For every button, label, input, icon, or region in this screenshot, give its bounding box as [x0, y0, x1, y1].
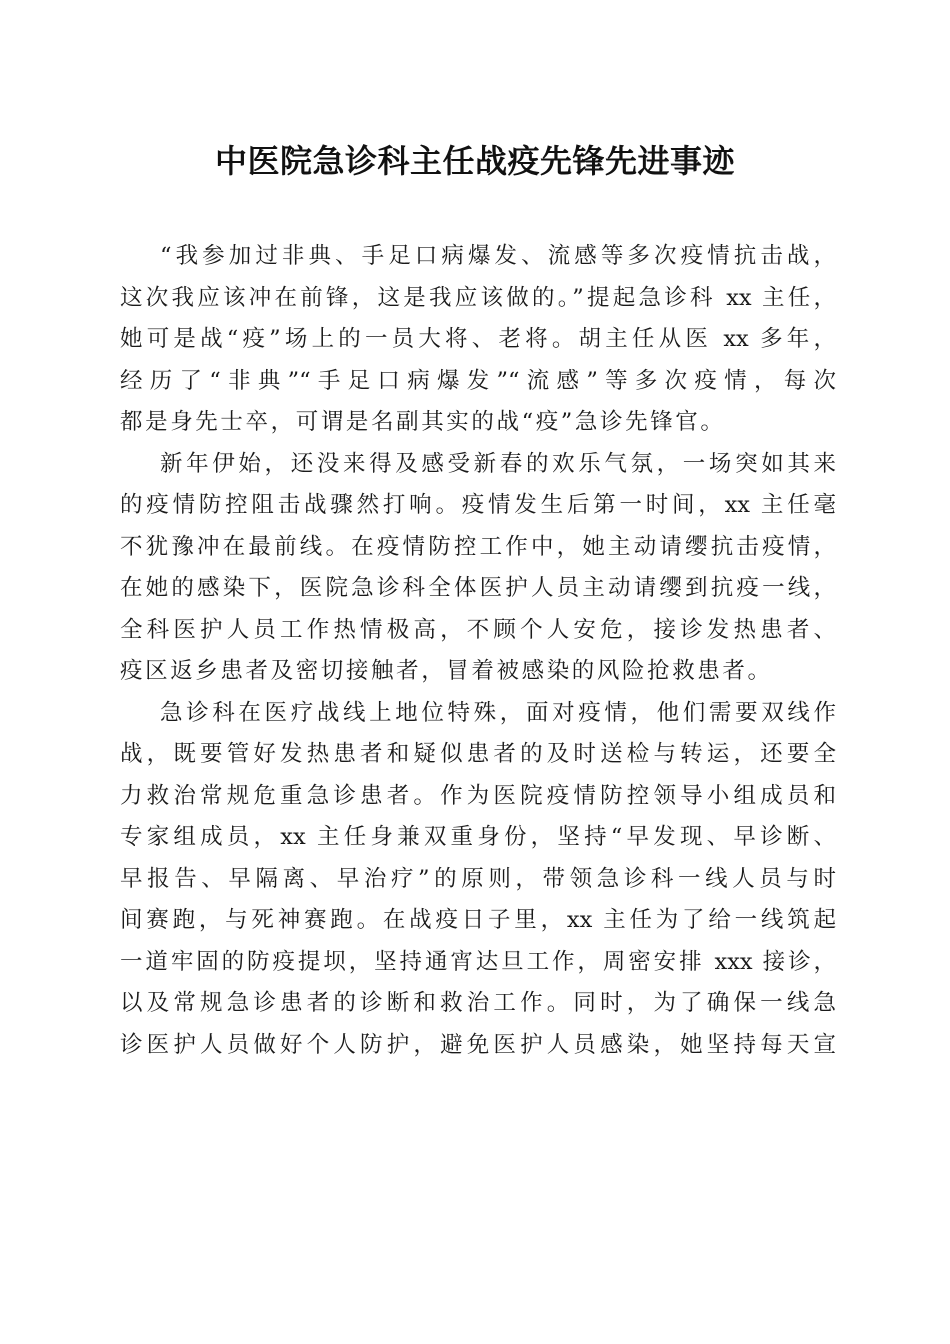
paragraph-line: 诊医护人员做好个人防护，避免医护人员感染，她坚持每天宣: [120, 1031, 836, 1058]
document-body: [120, 236, 836, 1066]
document-title: 中医院急诊科主任战疫先锋先进事迹: [214, 142, 735, 180]
paragraph-line: 以及常规急诊患者的诊断和救治工作。同时，为了确保一线急: [120, 990, 836, 1016]
paragraph-line: 间赛跑，与死神赛跑。在战疫日子里，xx 主任为了给一线筑起: [120, 907, 836, 933]
paragraph-line: 的疫情防控阻击战骤然打响。疫情发生后第一时间，xx 主任毫: [120, 492, 836, 518]
paragraph-line: 急诊科在医疗战线上地位特殊，面对疫情，他们需要双线作: [160, 699, 836, 726]
paragraph-line: 战，既要管好发热患者和疑似患者的及时送检与转运，还要全: [120, 741, 836, 767]
paragraph-line: 她可是战“疫”场上的一员大将、老将。胡主任从医 xx 多年，: [120, 326, 836, 352]
paragraph-line: 一道牢固的防疫提坝，坚持通宵达旦工作，周密安排 xxx 接诊，: [120, 948, 836, 975]
paragraph-line: “我参加过非典、手足口病爆发、流感等多次疫情抗击战，: [160, 243, 836, 269]
paragraph-line: 都是身先士卒，可谓是名副其实的战“疫”急诊先锋官。: [120, 409, 726, 435]
paragraph-line: 经历了“非典”“手足口病爆发”“流感”等多次疫情，每次: [120, 367, 836, 394]
paragraph-line: 疫区返乡患者及密切接触者，冒着被感染的风险抢救患者。: [120, 658, 773, 684]
paragraph-line: 这次我应该冲在前锋，这是我应该做的。”提起急诊科 xx 主任，: [120, 284, 836, 311]
paragraph-line: 在她的感染下，医院急诊科全体医护人员主动请缨到抗疫一线，: [120, 575, 836, 601]
paragraph-line: 早报告、早隔离、早治疗”的原则，带领急诊科一线人员与时: [120, 865, 836, 892]
paragraph-line: 新年伊始，还没来得及感受新春的欢乐气氛，一场突如其来: [160, 450, 836, 477]
paragraph-line: 专家组成员，xx 主任身兼双重身份，坚持“早发现、早诊断、: [120, 824, 836, 850]
paragraph-line: 不犹豫冲在最前线。在疫情防控工作中，她主动请缨抗击疫情，: [120, 533, 836, 560]
paragraph-line: 全科医护人员工作热情极高，不顾个人安危，接诊发热患者、: [120, 616, 836, 643]
paragraph-line: 力救治常规危重急诊患者。作为医院疫情防控领导小组成员和: [120, 782, 836, 809]
